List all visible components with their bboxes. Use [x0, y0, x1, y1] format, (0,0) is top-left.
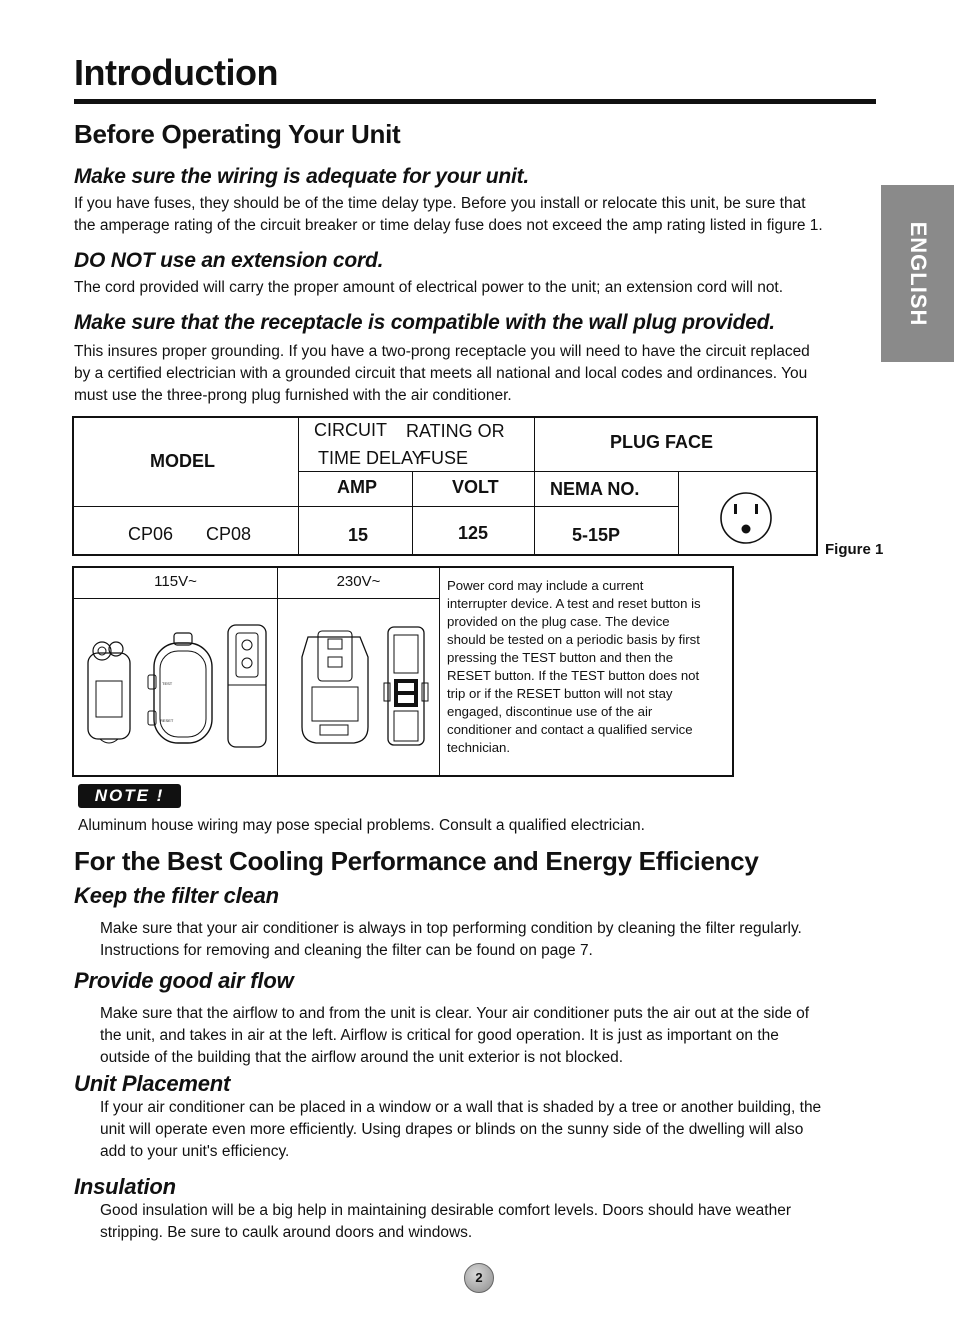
circuit-header-2: RATING OR [406, 421, 505, 441]
text-line: the unit, and takes in air at the left. Airflow is critical for good operation. It is just as important on the [100, 1027, 779, 1044]
text-line: Make sure that the airflow to and from the unit is clear. Your air conditioner puts the air out at the side of [100, 1005, 810, 1022]
insulation-paragraph [100, 1200, 870, 1244]
volt-value: 125 [458, 523, 489, 543]
nema-header: NEMA NO. [550, 479, 640, 499]
note-text: Aluminum house wiring may pose special problems. Consult a qualified electrician. [78, 817, 645, 834]
page-title: Introduction [74, 52, 278, 93]
nema-value: 5-15P [572, 525, 621, 545]
text-line: technician. [447, 740, 511, 755]
amp-header: AMP [337, 477, 377, 497]
text-line: stripping. Be sure to caulk around doors and windows. [100, 1224, 473, 1241]
section-heading-cooling: For the Best Cooling Performance and Energy Efficiency [74, 846, 759, 876]
text-line: outside of the building that the airflow around the unit exterior is not blocked. [100, 1049, 624, 1066]
figure-caption: Figure 1 [825, 541, 884, 558]
text-line: Power cord may include a current [447, 578, 644, 593]
text-line: provided on the plug case. The device [447, 614, 670, 629]
title-rule [74, 99, 876, 104]
wiring-heading: Make sure the wiring is adequate for your unit. [74, 165, 530, 188]
note-badge: NOTE ! [78, 784, 181, 808]
three-prong-plug-face-icon [718, 490, 774, 546]
language-tab-label: ENGLISH [905, 221, 931, 326]
volt-header: VOLT [452, 477, 499, 497]
receptacle-heading: Make sure that the receptacle is compatible with the wall plug provided. [74, 311, 775, 334]
wiring-rating-table [72, 416, 818, 556]
col-230v: 230V~ [336, 573, 381, 590]
power-cord-description [447, 577, 732, 757]
reset-button-label: RESET [160, 718, 174, 723]
circuit-header-3: TIME DELAY [318, 448, 424, 468]
model-cp06: CP06 [128, 524, 174, 544]
extension-cord-paragraph: The cord provided will carry the proper amount of electrical power to the unit; an extension cord will not. [74, 279, 784, 296]
text-line: unit will operate even more efficiently. Using drapes or blinds on the sunny side of the dwelling will also [100, 1121, 804, 1138]
filter-heading: Keep the filter clean [74, 883, 279, 908]
page-number: 2 [464, 1263, 494, 1293]
circuit-header-1: CIRCUIT [314, 420, 387, 440]
plug-face-header: PLUG FACE [610, 432, 714, 452]
placement-paragraph [100, 1097, 870, 1163]
section-heading-before-operating: Before Operating Your Unit [74, 119, 401, 149]
text-line: RESET button. If the TEST button does not [447, 668, 700, 683]
plug-115v-illustration [82, 623, 272, 753]
text-line: by a certified electrician with a grounded circuit that meets all national and local codes and ordinances. You [74, 365, 808, 382]
plug-230v-illustration [288, 623, 434, 753]
text-line: pressing the TEST button and then the [447, 650, 674, 665]
text-line: must use the three-prong plug furnished with the air conditioner. [74, 387, 512, 404]
model-header: MODEL [150, 451, 215, 471]
text-line: the amperage rating of the circuit breaker or time delay fuse does not exceed the amp rating listed in figure 1. [74, 217, 823, 234]
airflow-paragraph [100, 1003, 870, 1069]
receptacle-paragraph [74, 341, 874, 407]
insulation-heading: Insulation [74, 1174, 176, 1199]
amp-value: 15 [348, 525, 369, 545]
power-cord-plug-table [72, 566, 734, 777]
text-line: Instructions for removing and cleaning the filter can be found on page 7. [100, 942, 593, 959]
text-line: trip or if the RESET button will not stay [447, 686, 673, 701]
filter-paragraph [100, 918, 870, 962]
text-line: Make sure that your air conditioner is always in top performing condition by cleaning the filter regularly. [100, 920, 802, 937]
col-115v: 115V~ [154, 573, 197, 590]
circuit-header-4: FUSE [420, 448, 469, 468]
extension-cord-heading: DO NOT use an extension cord. [74, 249, 384, 272]
text-line: Good insulation will be a big help in maintaining desirable comfort levels. Doors should have weather [100, 1202, 791, 1219]
text-line: add to your unit's efficiency. [100, 1143, 290, 1160]
text-line: If you have fuses, they should be of the time delay type. Before you install or relocate this unit, be sure that [74, 195, 806, 212]
text-line: interrupter device. A test and reset button is [447, 596, 701, 611]
text-line: conditioner and contact a qualified service [447, 722, 693, 737]
airflow-heading: Provide good air flow [74, 968, 294, 993]
test-button-label: TEST [162, 681, 173, 686]
text-line: If your air conditioner can be placed in a window or a wall that is shaded by a tree or another building, the [100, 1099, 822, 1116]
text-line: engaged, discontinue use of the air [447, 704, 653, 719]
model-cp08: CP08 [206, 524, 252, 544]
text-line: This insures proper grounding. If you have a two-prong receptacle you will need to have the circuit replaced [74, 343, 810, 360]
placement-heading: Unit Placement [74, 1071, 231, 1096]
language-tab [881, 185, 954, 362]
wiring-paragraph [74, 193, 874, 237]
text-line: should be tested on a periodic basis by first [447, 632, 700, 647]
